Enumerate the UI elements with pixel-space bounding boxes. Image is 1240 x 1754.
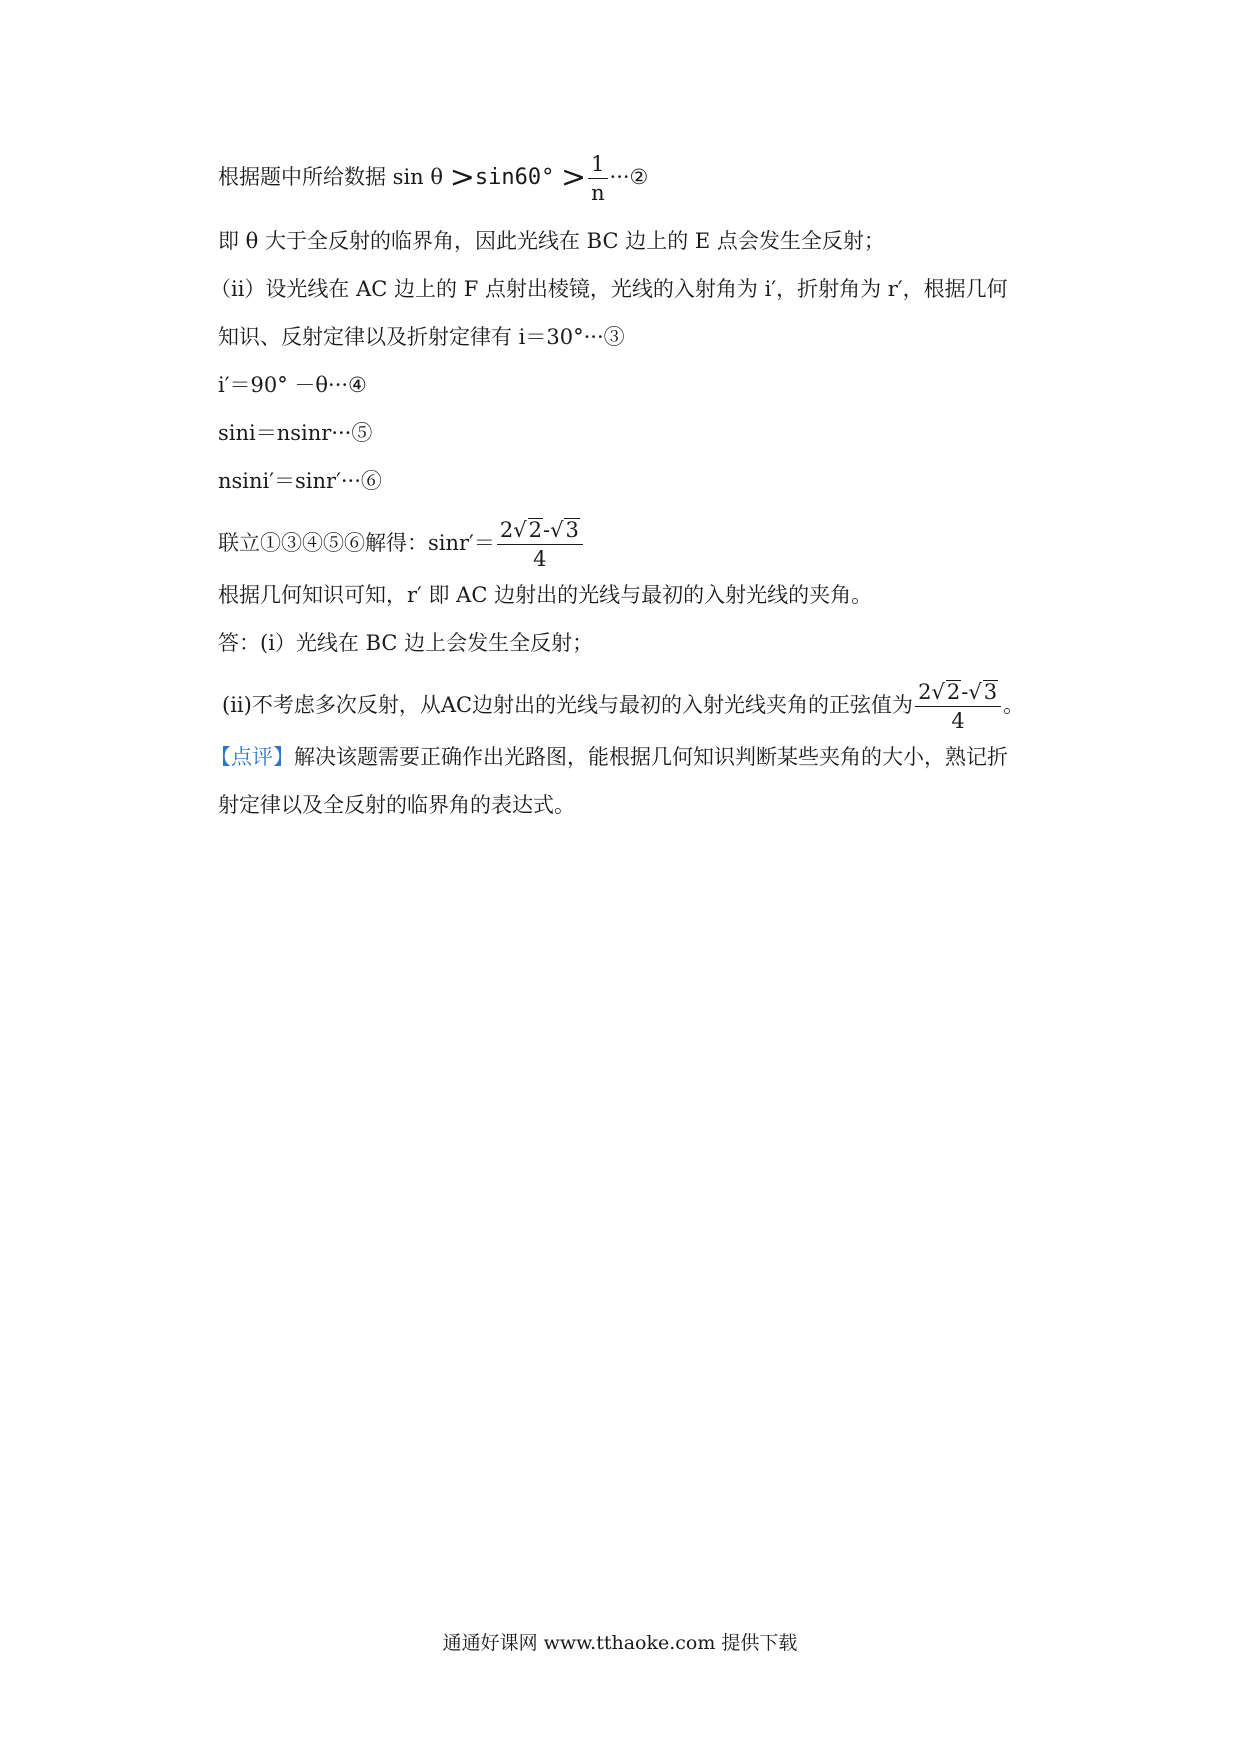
- fraction-denominator: 4: [951, 709, 965, 733]
- radicand: 2: [528, 518, 542, 542]
- line-1-tail: ···②: [609, 165, 649, 189]
- line-8-text: 联立①③④⑤⑥解得：sinr′＝: [218, 531, 495, 555]
- fraction-numerator: 1: [588, 152, 607, 179]
- line-9: 根据几何知识可知，r′ 即 AC 边射出的光线与最初的入射光线的夹角。: [218, 583, 873, 607]
- line-11-end: 。: [1003, 693, 1025, 717]
- comment-tag: 【点评】: [210, 745, 294, 769]
- greater-than-symbol: >: [561, 160, 587, 195]
- line-6: sini＝nsinr···⑤: [218, 421, 373, 445]
- fraction-numerator: 2√2-√3: [915, 680, 1001, 707]
- line-13: 射定律以及全反射的临界角的表达式。: [218, 793, 575, 817]
- page-footer: 通通好课网 www.tthaoke.com 提供下载: [442, 1632, 798, 1654]
- line-2: 即 θ 大于全反射的临界角，因此光线在 BC 边上的 E 点会发生全反射；: [218, 229, 885, 253]
- radicand: 2: [946, 680, 961, 704]
- line-11-text: (ii)不考虑多次反射，从AC边射出的光线与最初的入射光线夹角的正弦值为: [222, 693, 914, 717]
- radicand: 3: [565, 518, 579, 542]
- line-12-text: 解决该题需要正确作出光路图，能根据几何知识判断某些夹角的大小，熟记折: [294, 745, 1008, 769]
- sin60-text: sin60°: [474, 165, 555, 190]
- radicand: 3: [983, 680, 998, 704]
- fraction-denominator: 4: [533, 547, 547, 571]
- fraction-answer: [915, 680, 1001, 733]
- line-4: 知识、反射定律以及折射定律有 i＝30°···③: [218, 325, 625, 349]
- fraction-result: [497, 518, 583, 571]
- greater-than-symbol: >: [449, 160, 475, 195]
- line-7: nsini′＝sinr′···⑥: [218, 469, 382, 493]
- line-11: [222, 680, 1024, 733]
- line-3: （ii）设光线在 AC 边上的 F 点射出棱镜，光线的入射角为 i′，折射角为 r′，根据几何: [210, 277, 1008, 301]
- fraction-one-over-n: [588, 152, 607, 205]
- minus-sign: -: [961, 680, 969, 704]
- line-5: i′＝90° －θ···④: [218, 373, 367, 397]
- line-8: [218, 518, 585, 571]
- coefficient: 2: [918, 680, 932, 704]
- line-12: [210, 742, 1008, 772]
- minus-sign: -: [542, 518, 551, 542]
- line-1: [218, 152, 648, 205]
- line-10: 答：(i）光线在 BC 边上会发生全反射；: [218, 631, 594, 655]
- line-1-text: 根据题中所给数据 sin θ: [218, 165, 444, 189]
- coefficient: 2: [499, 518, 514, 542]
- fraction-denominator: n: [591, 181, 605, 205]
- fraction-numerator: 2√2-√3: [497, 518, 583, 545]
